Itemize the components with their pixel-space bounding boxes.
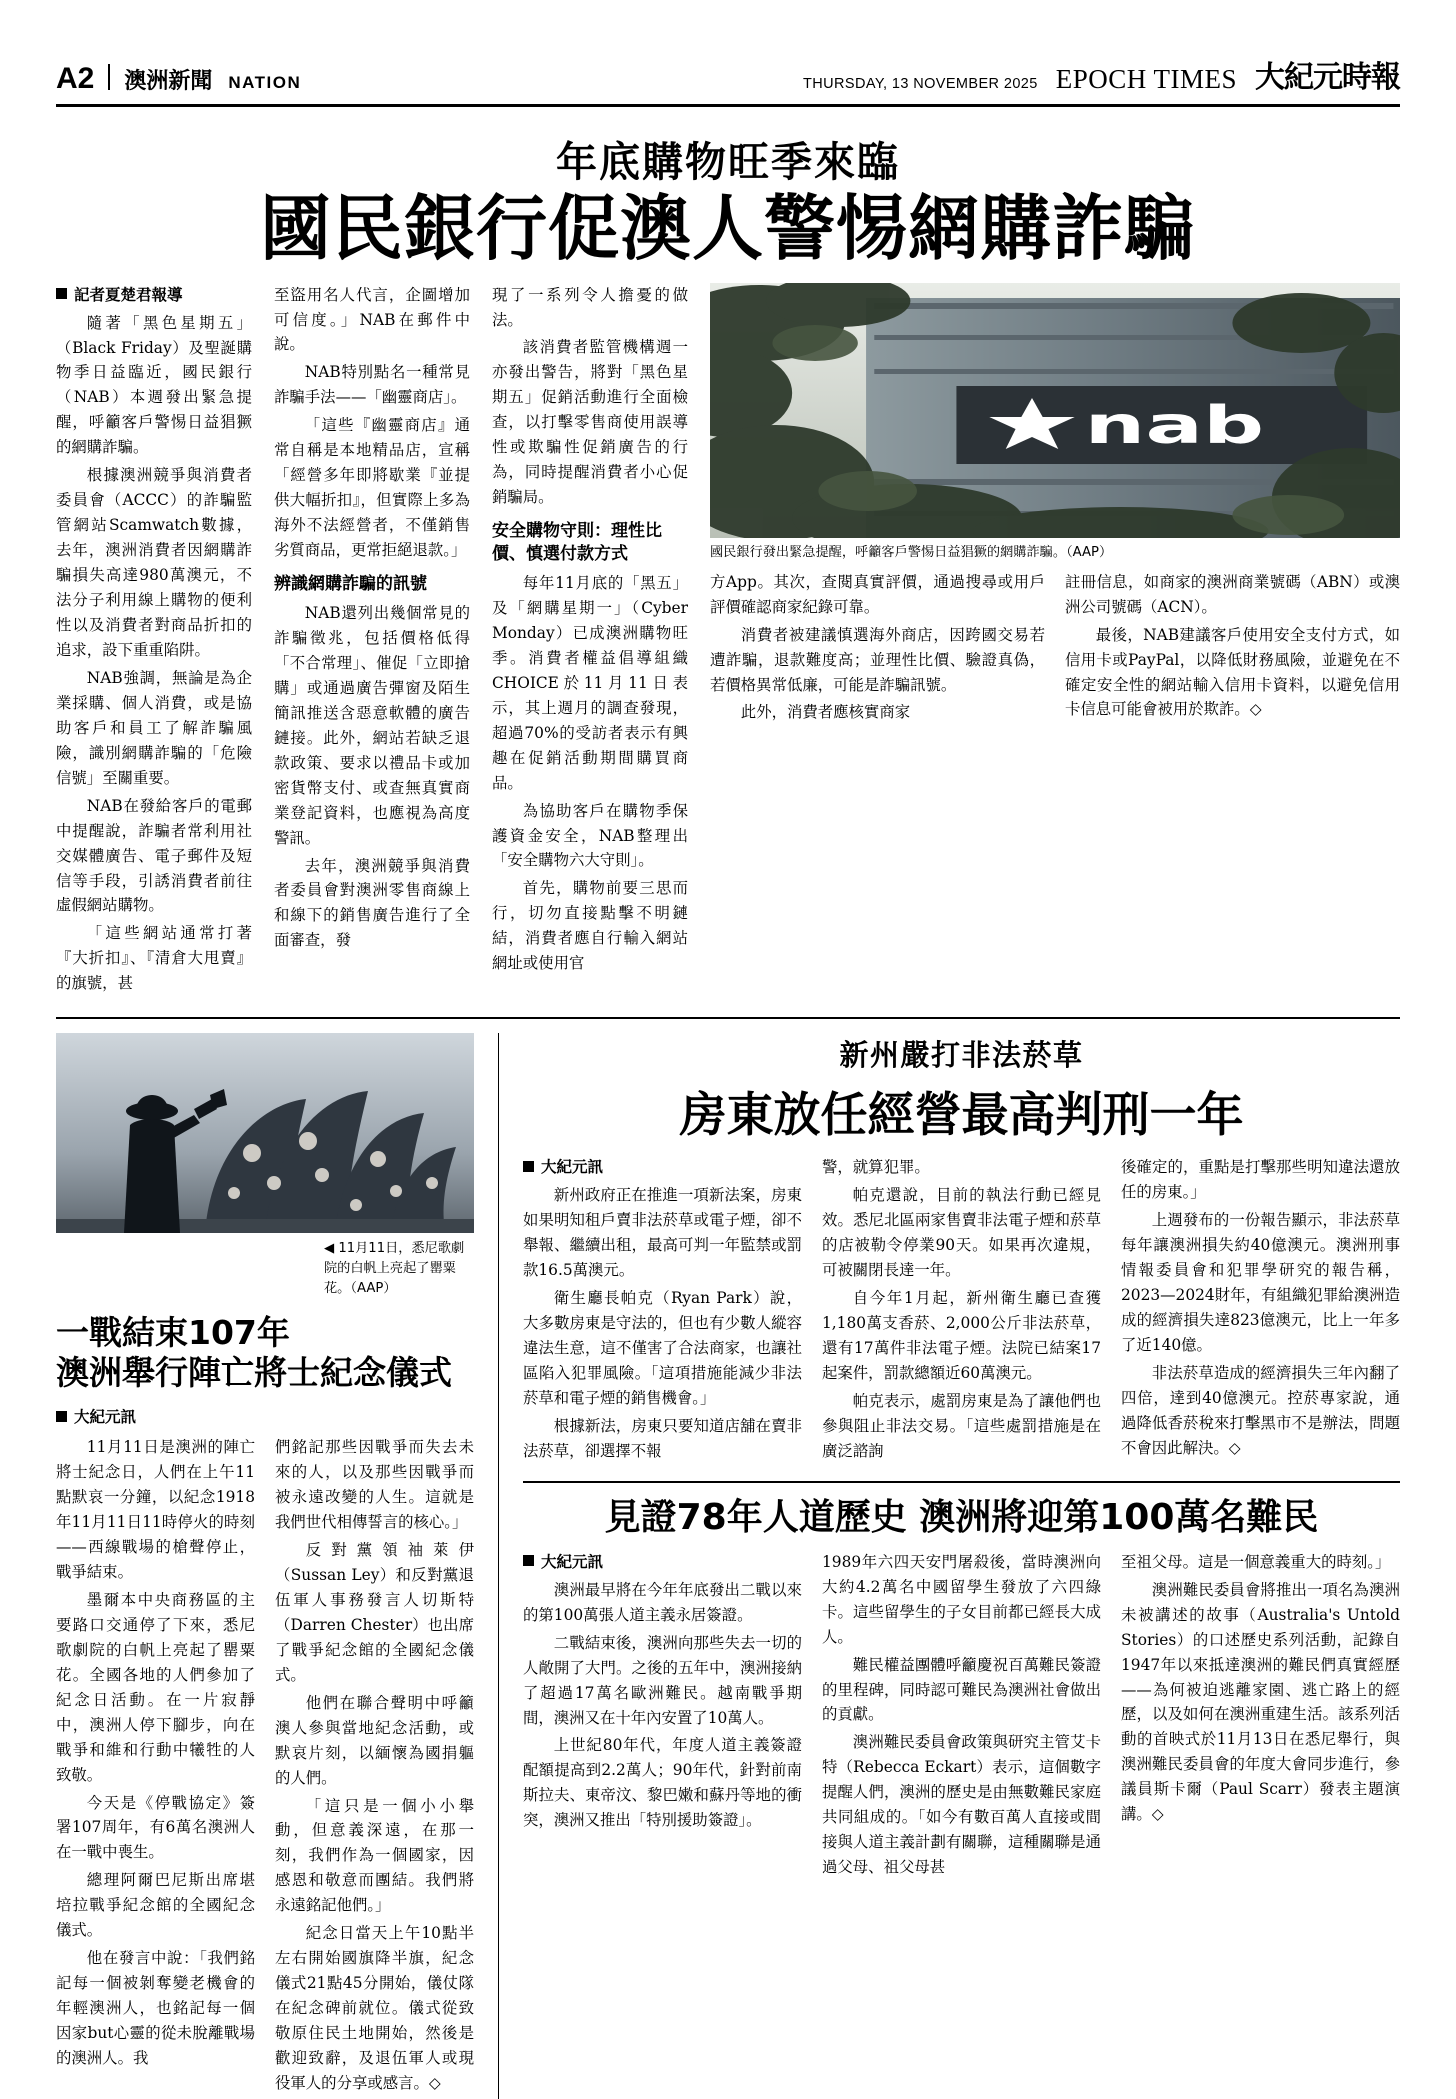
opera-photo-caption: ◀ 11月11日，悉尼歌劇院的白帆上亮起了罌粟花。（AAP）: [324, 1241, 465, 1296]
byline: [56, 283, 252, 305]
story-anzac: [56, 1033, 474, 2099]
paragraph: 最後，NAB建議客戶使用安全支付方式，如信用卡或PayPal，以降低財務風險，並避免在不確定安全性的網站輸入信用卡資料，以避免信用卡信息可能會被用於欺詐。◇: [1065, 625, 1400, 719]
paragraph: 今天是《停戰協定》簽署107周年，有6萬名澳洲人在一戰中喪生。: [56, 1793, 255, 1862]
byline: [523, 1155, 802, 1177]
anzac-headline-line1: 一戰結束107年: [56, 1312, 290, 1352]
paragraph: 反對黨領袖萊伊（Sussan Ley）和反對黨退伍軍人事務發言人切斯特（Darren Chester）也出席了戰爭紀念館的全國紀念儀式。: [275, 1540, 474, 1684]
paragraph: 11月11日是澳洲的陣亡將士紀念日，人們在上午11點默哀一分鐘，以紀念1918年11月11日11時停火的時刻——西線戰場的槍聲停止，戰爭結束。: [56, 1438, 255, 1581]
paragraph: 至祖父母。這是一個意義重大的時刻。」: [1121, 1552, 1391, 1571]
paragraph: 澳洲最早將在今年年底發出二戰以來的第100萬張人道主義永居簽證。: [523, 1580, 802, 1624]
nab-building-photo: [710, 283, 1400, 538]
brand-name-en: EPOCH TIMES: [1055, 64, 1237, 94]
paragraph: NAB還列出幾個常見的詐騙徵兆，包括價格低得「不合常理」、催促「立即搶購」或通過廣告彈窗及陌生簡訊推送含惡意軟體的廣告鏈接。此外，網站若缺乏退款政策、要求以禮品卡或加密貨幣支付、或查無真實商業登記資料，也應視為高度警訊。: [274, 603, 470, 847]
paragraph: 現了一系列令人擔憂的做法。: [492, 285, 688, 329]
section-divider: [56, 1017, 1400, 1019]
lead-column-2: [274, 283, 470, 1000]
paragraph: 消費者被建議慎選海外商店，因跨國交易若遭詐騙，退款難度高；並理性比價、驗證真偽，若價格異常低廉，可能是詐騙訊號。: [710, 625, 1045, 694]
refugee-columns: [523, 1550, 1400, 1883]
bullet-square-icon: [56, 288, 67, 299]
divider: [108, 64, 110, 90]
paragraph: 後確定的，重點是打擊那些明知違法還放任的房東。」: [1121, 1158, 1400, 1202]
lead-column-1: [56, 283, 252, 1000]
paragraph: NAB強調，無論是為企業採購、個人消費，或是協助客戶和員工了解詐騙風險，識別網購詐騙的「危險信號」至關重要。: [56, 668, 252, 787]
svg-text:nab: nab: [1084, 394, 1265, 456]
paragraph: 二戰結束後，澳洲向那些失去一切的人敞開了大門。之後的五年中，澳洲接納了超過17萬名歐洲難民。越南戰爭期間，澳洲又在十年內安置了10萬人。: [523, 1633, 802, 1727]
bullet-square-icon: [56, 1411, 67, 1422]
lead-kicker: 年底購物旺季來臨: [556, 138, 900, 186]
paragraph: 他們在聯合聲明中呼籲澳人參與當地紀念活動，或默哀片刻，以緬懷為國捐軀的人們。: [275, 1693, 474, 1787]
byline-text: 記者夏楚君報導: [74, 285, 183, 304]
section-divider: [523, 1481, 1400, 1483]
paragraph: 根據澳洲競爭與消費者委員會（ACCC）的詐騙監管網站Scamwatch數據，去年，澳洲消費者因網購詐騙損失高達980萬澳元，不法分子利用線上購物的便利性以及消費者對商品折扣的追求，設下重重陷阱。: [56, 466, 252, 659]
opera-house-photo-art: [56, 1033, 474, 1233]
paragraph: 總理阿爾巴尼斯出席堪培拉戰爭紀念館的全國紀念儀式。: [56, 1871, 255, 1940]
paragraph: 「這只是一個小小舉動，但意義深遠，在那一刻，我們作為一個國家，因感恩和敬意而團結。我們將永遠銘記他們。」: [275, 1796, 474, 1915]
paragraph: 每年11月底的「黑五」及「網購星期一」（Cyber Monday）已成澳洲購物旺季。消費者權益倡導組織CHOICE於11月11日表示，其上週月的調查發現，超過70%的受訪者表示有興趣在促銷活動期間購買商品。: [492, 574, 688, 792]
masthead-right: [803, 52, 1400, 96]
paragraph: 帕克表示，處罰房東是為了讓他們也參與阻止非法交易。「這些處罰措施是在廣泛諮詢: [822, 1391, 1101, 1460]
refugee-headline: 見證78年人道歷史 澳洲將迎第100萬名難民: [604, 1496, 1319, 1538]
paragraph: 隨著「黑色星期五」（Black Friday）及聖誕購物季日益臨近，國民銀行（NAB）本週發出緊急提醒，呼籲客戶警惕日益猖獗的網購詐騙。: [56, 313, 252, 457]
paragraph: 方App。其次，查閱真實評價，通過搜尋或用戶評價確認商家紀錄可靠。: [710, 572, 1045, 616]
paragraph: 澳洲難民委員會將推出一項名為澳洲未被講述的故事（Australia's Untold Stories）的口述歷史系列活動，記錄自1947年以來抵達澳洲的難民們真實經歷——為何被迫逃離家園、逃亡路上的經歷，以及如何在澳洲重建生活。該系列活動的首映式於11月13日在悉尼舉行，與澳洲難民委員會的年度大會同步進行，參議員斯卡爾（Paul Scarr）發表主題演講。◇: [1121, 1580, 1400, 1824]
paragraph: 紀念日當天上午10點半左右開始國旗降半旗，紀念儀式21點45分開始，儀仗隊在紀念碑前就位。儀式從致敬原住民土地開始，然後是歡迎致辭，及退伍軍人或現役軍人的分享或感言。◇: [275, 1924, 474, 2092]
tobacco-column-3: [1121, 1155, 1400, 1466]
paragraph: 上週發布的一份報告顯示，非法菸草每年讓澳洲損失約40億澳元。澳洲刑事情報委員會和犯罪學研究的報告稱，2023—2024財年，有組織犯罪給澳洲造成的經濟損失達823億澳元，比上一年多了近140億。: [1121, 1211, 1400, 1354]
lead-photo-caption: 國民銀行發出緊急提醒，呼籲客戶警惕日益猖獗的網購詐騙。（AAP）: [710, 544, 1113, 560]
lead-column-3: [492, 283, 688, 1000]
lead-story-body: [56, 283, 1400, 1000]
anzac-columns: [56, 1435, 474, 2099]
paragraph: 去年，澳洲競爭與消費者委員會對澳洲零售商線上和線下的銷售廣告進行了全面審查，發: [274, 856, 470, 950]
lead-photo-under-columns: [710, 570, 1400, 729]
lead-column-4: [710, 570, 1045, 729]
byline: [523, 1550, 802, 1572]
section-label-cn: 澳洲新聞: [124, 69, 213, 94]
paragraph: 他在發言中說：「我們銘記每一個被剝奪變老機會的年輕澳洲人，也銘記每一個因家but心靈的從未脫離戰場的澳洲人。我: [56, 1949, 255, 2068]
anzac-headline-line2: 澳洲舉行陣亡將士紀念儀式: [56, 1352, 452, 1392]
paragraph: 上世紀80年代，年度人道主義簽證配額提高到2.2萬人；90年代，針對前南斯拉夫、東帝汶、黎巴嫩和蘇丹等地的衝突，澳洲又推出「特別援助簽證」。: [523, 1736, 802, 1830]
masthead-left: [56, 62, 301, 96]
subheading: 安全購物守則：理性比價、慎選付款方式: [492, 521, 662, 565]
anzac-column-1: [56, 1435, 255, 2099]
paragraph: 墨爾本中央商務區的主要路口交通停了下來，悉尼歌劇院的白帆上亮起了罌粟花。全國各地的人們參加了紀念日活動。在一片寂靜中，澳洲人停下腳步，向在戰爭和維和行動中犧牲的人致敬。: [56, 1590, 255, 1784]
paragraph: 帕克還說，目前的執法行動已經見效。悉尼北區兩家售賣非法電子煙和菸草的店被勒令停業90天。如果再次違規，可被關閉長達一年。: [822, 1186, 1101, 1280]
tobacco-kicker: 新州嚴打非法菸草: [839, 1038, 1084, 1073]
subheading: 辨識網購詐騙的訊號: [274, 574, 427, 595]
paragraph: 首先，購物前要三思而行，切勿直接點擊不明鏈結，消費者應自行輸入網站網址或使用官: [492, 879, 688, 973]
section-label-en: NATION: [228, 73, 302, 92]
issue-date: THURSDAY, 13 NOVEMBER 2025: [803, 76, 1038, 92]
tobacco-columns: [523, 1155, 1400, 1466]
paragraph: 們銘記那些因戰爭而失去未來的人，以及那些因戰爭而被永遠改變的人生。這就是我們世代相傳誓言的核心。」: [275, 1438, 474, 1532]
brand-name-cn: 大紀元時報: [1255, 60, 1400, 95]
paragraph: 該消費者監管機構週一亦發出警告，將對「黑色星期五」促銷活動進行全面檢查，以打擊零售商使用誤導性或欺騙性促銷廣告的行為，同時提醒消費者小心促銷騙局。: [492, 338, 688, 507]
paragraph: 非法菸草造成的經濟損失三年內翻了四倍，達到40億澳元。控菸專家說，通過降低香菸稅來打擊黑市不是辦法，問題不會因此解決。◇: [1121, 1363, 1400, 1457]
byline-text: 大紀元訊: [541, 1552, 604, 1571]
bullet-square-icon: [523, 1555, 534, 1566]
anzac-headline: [56, 1313, 474, 1394]
paragraph: 為協助客戶在購物季保護資金安全，NAB整理出「安全購物六大守則」。: [492, 801, 688, 870]
paragraph: 「這些『幽靈商店』通常自稱是本地精品店，宣稱「經營多年即將歇業『並提供大幅折扣』，但實際上多為海外不法經營者，不僅銷售劣質商品，更常拒絕退款。」: [274, 416, 470, 560]
refugee-column-2: [822, 1550, 1101, 1883]
masthead: [56, 52, 1400, 107]
lead-photo: [710, 283, 1400, 538]
lead-headline: 國民銀行促澳人警惕網購詐騙: [259, 187, 1196, 270]
paragraph: 難民權益團體呼籲慶祝百萬難民簽證的里程碑，同時認可難民為澳洲社會做出的貢獻。: [822, 1655, 1101, 1724]
paragraph: NAB特別點名一種常見詐騙手法——「幽靈商店」。: [274, 363, 470, 407]
lower-section: [56, 1033, 1400, 2099]
tobacco-headline: 房東放任經營最高判刑一年: [679, 1088, 1244, 1144]
anzac-column-2: [275, 1435, 474, 2099]
byline-text: 大紀元訊: [74, 1408, 137, 1427]
lower-right-column: [498, 1033, 1400, 2099]
paragraph: 自今年1月起，新州衛生廳已查獲1,180萬支香菸、2,000公斤非法菸草，還有17萬件非法電子煙。法院已結案17起案件，罰款總額近60萬澳元。: [822, 1289, 1101, 1382]
lead-photo-column: [710, 283, 1400, 1000]
paragraph: 1989年六四天安門屠殺後，當時澳洲向大約4.2萬名中國留學生發放了六四綠卡。這些留學生的子女目前都已經長大成人。: [822, 1552, 1101, 1646]
paragraph: 根據新法，房東只要知道店舖在賣非法菸草，卻選擇不報: [523, 1416, 802, 1460]
paragraph: 此外，消費者應核實商家: [740, 703, 911, 722]
tobacco-column-1: [523, 1155, 802, 1466]
paragraph: 衛生廳長帕克（Ryan Park）說，大多數房東是守法的，但也有少數人縱容違法生意，這不僅害了合法商家，也讓社區陷入犯罪風險。「這項措施能減少非法菸草和電子煙的銷售機會。」: [523, 1289, 802, 1407]
lead-column-5: [1065, 570, 1400, 729]
paragraph: NAB在發給客戶的電郵中提醒說，詐騙者常利用社交媒體廣告、電子郵件及短信等手段，引誘消費者前往虛假網站購物。: [56, 796, 252, 915]
bullet-square-icon: [523, 1161, 534, 1172]
byline: [56, 1405, 474, 1427]
paragraph: 「這些網站通常打著『大折扣』、『清倉大甩賣』的旗號，甚: [56, 924, 252, 993]
paragraph: 警，就算犯罪。: [822, 1158, 930, 1177]
tobacco-column-2: [822, 1155, 1101, 1466]
paragraph: 澳洲難民委員會政策與研究主管艾卡特（Rebecca Eckart）表示，這個數字提醒人們，澳洲的歷史是由無數難民家庭共同組成的。「如今有數百萬人直接或間接與人道主義計劃有關聯，這種關聯是通過父母、祖父母甚: [822, 1733, 1101, 1877]
byline-text: 大紀元訊: [541, 1158, 604, 1177]
opera-house-photo: [56, 1033, 474, 1233]
refugee-column-1: [523, 1550, 802, 1883]
paragraph: 註冊信息，如商家的澳洲商業號碼（ABN）或澳洲公司號碼（ACN）。: [1065, 572, 1400, 616]
page-number: A2: [56, 62, 95, 95]
refugee-column-3: [1121, 1550, 1400, 1883]
paragraph: 至盜用名人代言，企圖增加可信度。」NAB在郵件中說。: [274, 285, 470, 354]
paragraph: 新州政府正在推進一項新法案，房東如果明知租戶賣非法菸草或電子煙，卻不舉報、繼續出租，最高可判一年監禁或罰款16.5萬澳元。: [523, 1186, 802, 1280]
